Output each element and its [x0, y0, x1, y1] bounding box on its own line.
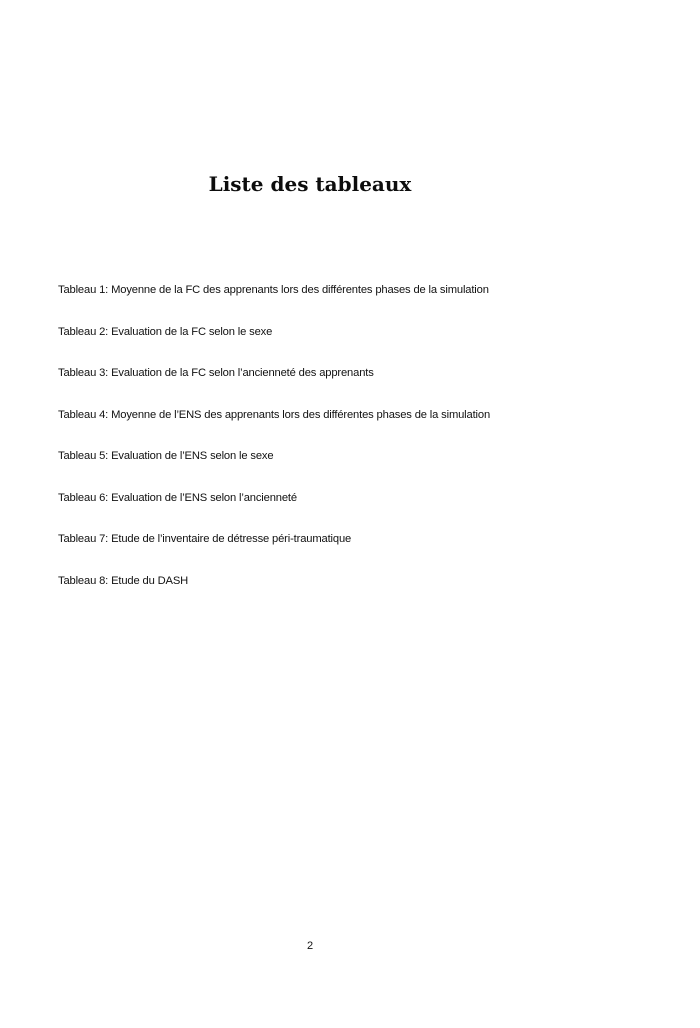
toc-entry-table-1: Tableau 1: Moyenne de la FC des apprenants lors des différentes phases de la simulation [58, 284, 489, 296]
toc-entry-table-4: Tableau 4: Moyenne de l’ENS des apprenants lors des différentes phases de la simulation [58, 408, 491, 421]
toc-entry-table-6: Tableau 6: Evaluation de l’ENS selon l’ancienneté [58, 491, 297, 504]
toc-entry-table-5: Tableau 5: Evaluation de l’ENS selon le sexe [58, 450, 274, 462]
toc-entry-table-3: Tableau 3: Evaluation de la FC selon l’ancienneté des apprenants [58, 367, 374, 379]
page-title: Liste des tableaux [208, 172, 412, 196]
toc-entry-table-7: Tableau 7: Etude de l’inventaire de détresse péri-traumatique [58, 533, 352, 545]
list-of-tables [58, 282, 490, 614]
toc-entry-table-2: Tableau 2: Evaluation de la FC selon le sexe [58, 325, 273, 338]
toc-entry-table-8: Tableau 8: Etude du DASH [58, 574, 189, 587]
page-number: 2 [306, 940, 314, 952]
